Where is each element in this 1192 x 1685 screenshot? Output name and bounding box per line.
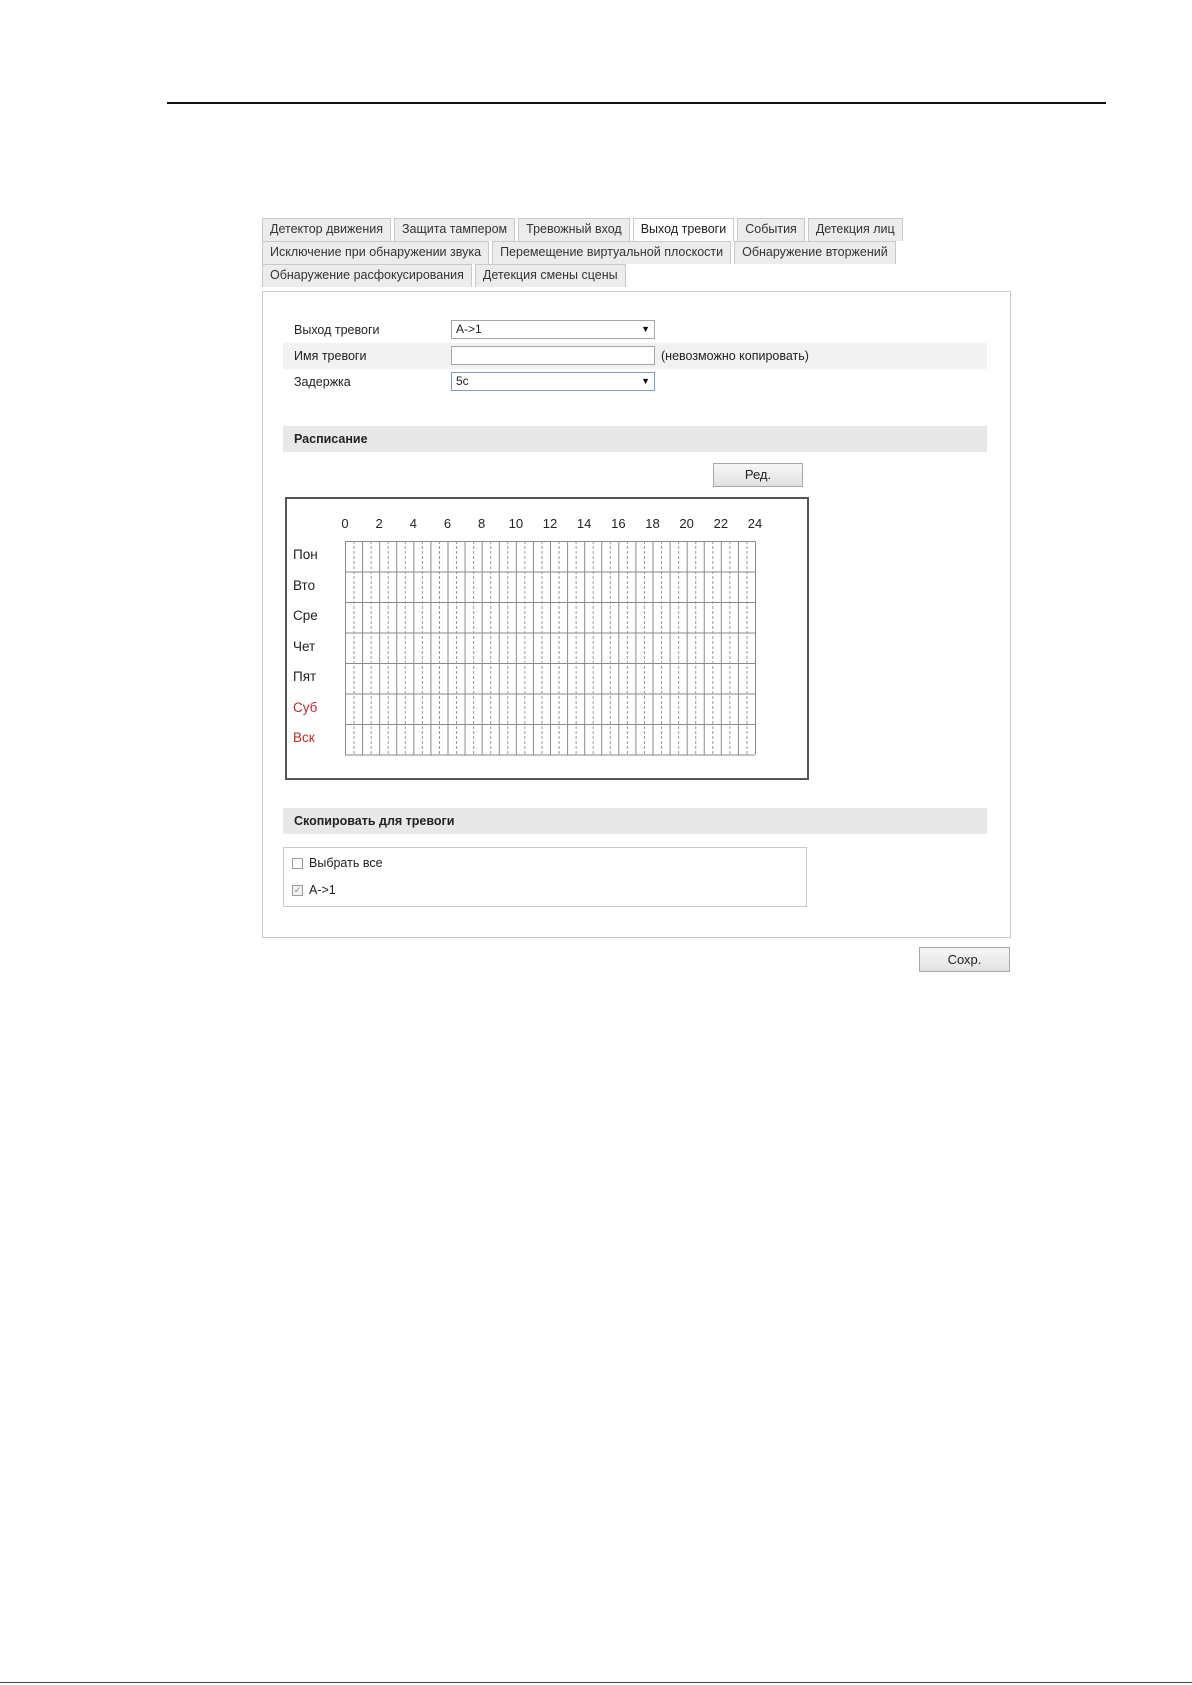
hour-label: 6	[443, 516, 452, 531]
hour-label: 8	[478, 516, 486, 531]
tab-row-3	[262, 264, 962, 287]
edit-schedule-button-label: Ред.	[744, 467, 772, 482]
alarm-output-value: A->1	[456, 322, 482, 336]
bottom-rule	[0, 1682, 1192, 1683]
tab-row2-0[interactable]: Исключение при обнаружении звука	[262, 241, 489, 264]
tab-row3-0[interactable]: Обнаружение расфокусирования	[262, 264, 472, 287]
schedule-grid[interactable]	[285, 497, 809, 780]
hour-label: 0	[341, 516, 349, 531]
day-label: Пон	[293, 547, 318, 562]
tab-row2-2[interactable]: Обнаружение вторжений	[734, 241, 896, 264]
day-label: Пят	[293, 669, 317, 684]
hour-label: 4	[409, 516, 417, 531]
copy-section-header	[283, 808, 987, 834]
select-all-checkbox[interactable]	[292, 858, 303, 869]
hour-label: 20	[679, 516, 694, 531]
hour-label: 10	[508, 516, 524, 531]
tab-row-1	[262, 218, 962, 241]
copy-section-title: Скопировать для тревоги	[294, 814, 455, 828]
tab-row1-1[interactable]: Защита тампером	[394, 218, 515, 241]
hour-label: 2	[375, 516, 383, 531]
alarm-name-input[interactable]	[451, 346, 655, 365]
chevron-down-icon: ▼	[641, 324, 650, 334]
delay-row	[283, 369, 987, 395]
save-button-label: Сохр.	[947, 952, 982, 967]
hour-label: 16	[611, 516, 626, 531]
day-label: Вск	[293, 730, 315, 745]
save-button[interactable]	[919, 947, 1010, 972]
alarm-output-select[interactable]	[451, 320, 655, 339]
top-rule	[167, 102, 1106, 104]
tab-row1-3[interactable]: Выход тревоги	[633, 218, 735, 241]
copy-item-row[interactable]	[292, 881, 336, 899]
select-all-label: Выбрать все	[309, 856, 383, 870]
copy-item-checkbox[interactable]	[292, 885, 303, 896]
alarm-name-row	[283, 343, 987, 369]
tab-row3-1[interactable]: Детекция смены сцены	[475, 264, 626, 287]
tab-row2-1[interactable]: Перемещение виртуальной плоскости	[492, 241, 731, 264]
schedule-grid-lines	[287, 499, 807, 779]
delay-label: Задержка	[294, 375, 351, 389]
tab-row1-2[interactable]: Тревожный вход	[518, 218, 630, 241]
day-label: Вто	[293, 577, 316, 593]
tab-bar	[262, 218, 962, 287]
hour-label: 22	[713, 516, 729, 531]
day-label: Чет	[293, 638, 316, 654]
check-mark-icon: ✓	[293, 884, 302, 895]
tab-row1-5[interactable]: Детекция лиц	[808, 218, 903, 241]
tab-row1-4[interactable]: События	[737, 218, 805, 241]
day-label: Сре	[293, 608, 318, 623]
hour-label: 18	[645, 516, 660, 531]
alarm-name-label: Имя тревоги	[294, 349, 367, 363]
day-label: Суб	[293, 699, 318, 715]
alarm-output-label: Выход тревоги	[294, 323, 380, 337]
hour-label: 24	[747, 516, 763, 531]
tab-row-2	[262, 241, 962, 264]
content-panel	[262, 291, 1011, 938]
hour-label: 12	[542, 516, 558, 531]
copy-alarm-box	[283, 847, 807, 907]
schedule-section-header	[283, 426, 987, 452]
delay-select[interactable]	[451, 372, 655, 391]
select-all-row[interactable]	[292, 854, 383, 872]
schedule-section-title: Расписание	[294, 432, 368, 446]
delay-value: 5c	[456, 374, 469, 388]
alarm-output-row	[283, 317, 987, 343]
copy-item-label: A->1	[309, 883, 336, 897]
chevron-down-icon: ▼	[641, 376, 650, 386]
tab-row1-0[interactable]: Детектор движения	[262, 218, 391, 241]
hour-label: 14	[576, 516, 592, 531]
edit-schedule-button[interactable]	[713, 463, 803, 487]
alarm-name-hint: (невозможно копировать)	[661, 349, 809, 363]
